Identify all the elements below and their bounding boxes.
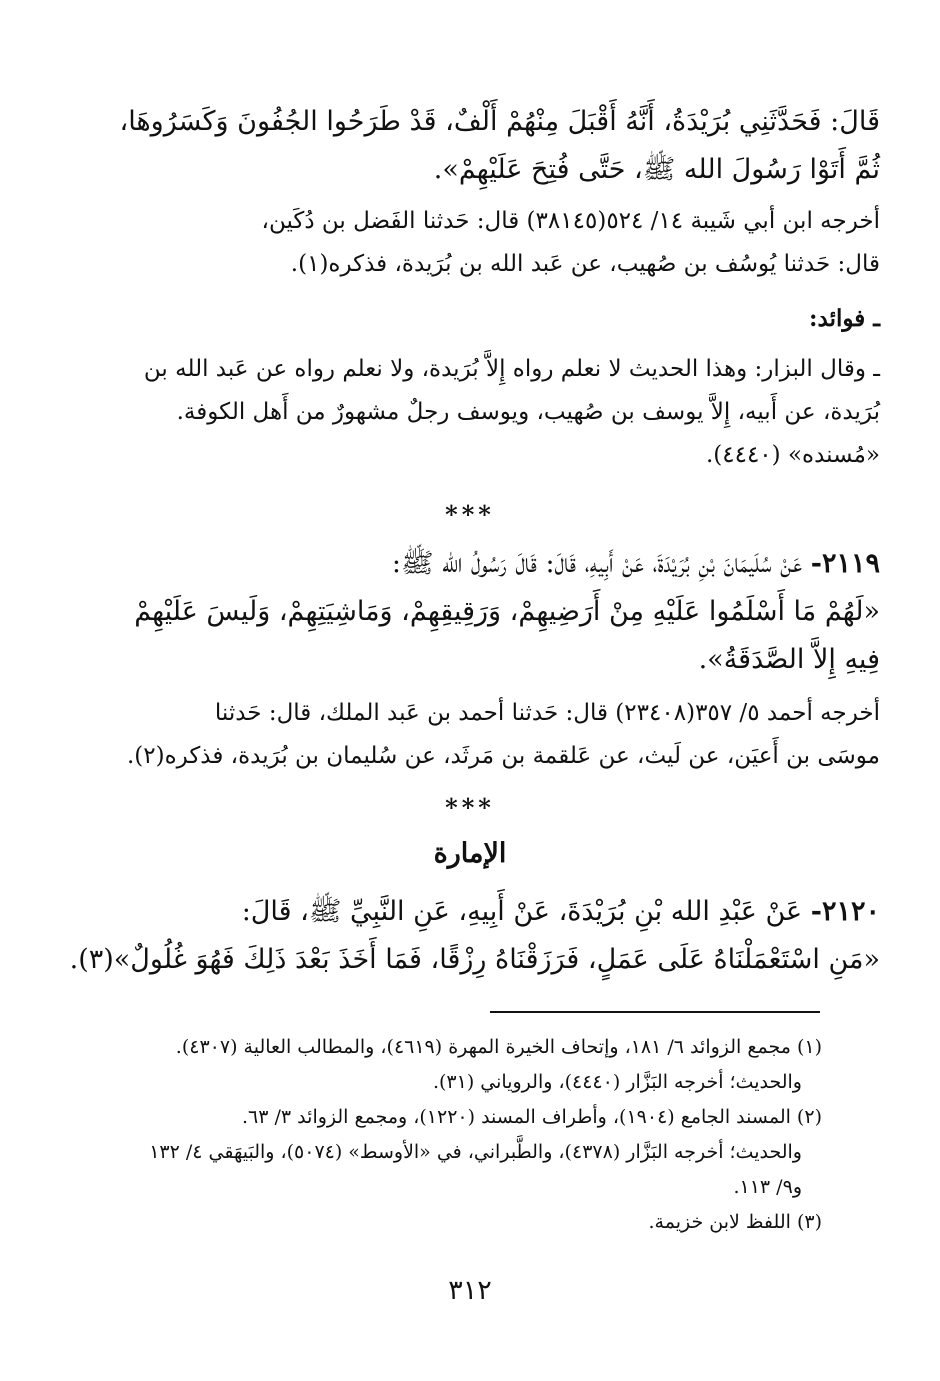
- takhrij-ahmad: [78, 692, 880, 778]
- footnotes: [80, 1030, 822, 1240]
- hadith-line: [78, 540, 880, 588]
- hadith-text-line: ثُمَّ أَتَوْا رَسُولَ الله ﷺ، حَتَّى فُتِحَ عَلَيْهِمْ».: [433, 154, 880, 185]
- footnote-line: والحديث؛ أخرجه البَزَّار (٤٣٧٨)، والطَّبراني، في «الأوسط» (٥٠٧٤)، والبَيهَقي ٤/ ١٣٢: [149, 1141, 802, 1163]
- footnote-line: (٢) المسند الجامع (١٩٠٤)، وأطراف المسند (١٢٢٠)، ومجمع الزوائد ٣/ ٦٣.: [242, 1106, 822, 1128]
- hadith-number: ٢١١٩-: [810, 548, 880, 579]
- benefit-line: ـ وقال البزار: وهذا الحديث لا نعلم رواه إِلاَّ بُرَيدة، ولا نعلم رواه عن عَبد الله بن: [143, 356, 880, 382]
- page-number: ٣١٢: [448, 1275, 492, 1306]
- separator-stars: ***: [445, 500, 495, 529]
- benefits-heading: ـ فوائد:: [809, 305, 880, 332]
- takhrij-line: قال: حَدثنا يُوسُف بن صُهيب، عن عَبد الله بن بُرَيدة، فذكره(١).: [290, 251, 880, 277]
- footnote-line: (٣) اللفظ لابن خزيمة.: [648, 1211, 822, 1233]
- takhrij-line: أخرجه ابن أبي شَيبة ١٤/ ٥٢٤(٣٨١٤٥) قال: حَدثنا الفَضل بن دُكَين،: [261, 208, 880, 234]
- footnote-divider: [490, 1011, 820, 1013]
- footnote-line: (١) مجمع الزوائد ٦/ ١٨١، وإتحاف الخيرة المهرة (٤٦١٩)، والمطالب العالية (٤٣٠٧).: [175, 1036, 822, 1058]
- separator-stars: ***: [445, 793, 495, 822]
- benefits-section: [78, 297, 880, 477]
- hadith-text: عَنْ سُلَيمَانَ بْنِ بُرَيْدَةَ، عَنْ أَبِيهِ، قَالَ: قَالَ رَسُولُ الله ﷺ:: [391, 548, 803, 579]
- hadith-text-line: قَالَ: فَحَدَّثَنِي بُرَيْدَةُ، أَنَّهُ أَقْبَلَ مِنْهُمْ أَلْفٌ، قَدْ طَرَحُوا الجُفُونَ وَكَسَرُوهَا،: [119, 106, 880, 137]
- section-title: الإمارة: [433, 838, 507, 869]
- hadith-2119: [78, 540, 880, 684]
- takhrij-ibn-abi-shayba: [78, 200, 880, 286]
- benefit-line: «مُسنده» (٤٤٤٠).: [705, 442, 880, 468]
- hadith-number: ٢١٢٠-: [810, 896, 880, 927]
- hadith-continuation: [78, 98, 880, 194]
- takhrij-line: أخرجه أحمد ٥/ ٣٥٧(٢٣٤٠٨) قال: حَدثنا أحمد بن عَبد الملك، قال: حَدثنا: [214, 700, 880, 726]
- footnote-line: والحديث؛ أخرجه البَزَّار (٤٤٤٠)، والروياني (٣١).: [432, 1071, 802, 1093]
- benefit-line: بُرَيدة، عن أَبيه، إِلاَّ يوسف بن صُهيب، ويوسف رجلٌ مشهورٌ من أَهل الكوفة.: [176, 399, 880, 425]
- hadith-text-line: «لَهُمْ مَا أَسْلَمُوا عَلَيْهِ مِنْ أَرَضِيهِمْ، وَرَقِيقِهِمْ، وَمَاشِيَتِهِمْ، وَلَيسَ عَلَيْهِمْ: [134, 596, 880, 627]
- hadith-text-line: «مَنِ اسْتَعْمَلْنَاهُ عَلَى عَمَلٍ، فَرَزَقْنَاهُ رِزْقًا، فَمَا أَخَذَ بَعْدَ ذَلِكَ فَهُوَ غُلُولٌ»(٣).: [69, 944, 880, 975]
- takhrij-line: موسَى بن أَعيَن، عن لَيث، عن عَلقمة بن مَرثَد، عن سُليمان بن بُرَيدة، فذكره(٢).: [126, 743, 880, 769]
- hadith-2120: [69, 888, 880, 984]
- hadith-text: عَنْ عَبْدِ الله بْنِ بُرَيْدَةَ، عَنْ أَبِيهِ، عَنِ النَّبِيِّ ﷺ، قَالَ:: [241, 896, 803, 927]
- footnote-line: و٩/ ١١٣.: [733, 1176, 802, 1198]
- hadith-line: [78, 888, 880, 936]
- hadith-text-line: فِيهِ إِلاَّ الصَّدَقَةُ».: [698, 644, 880, 675]
